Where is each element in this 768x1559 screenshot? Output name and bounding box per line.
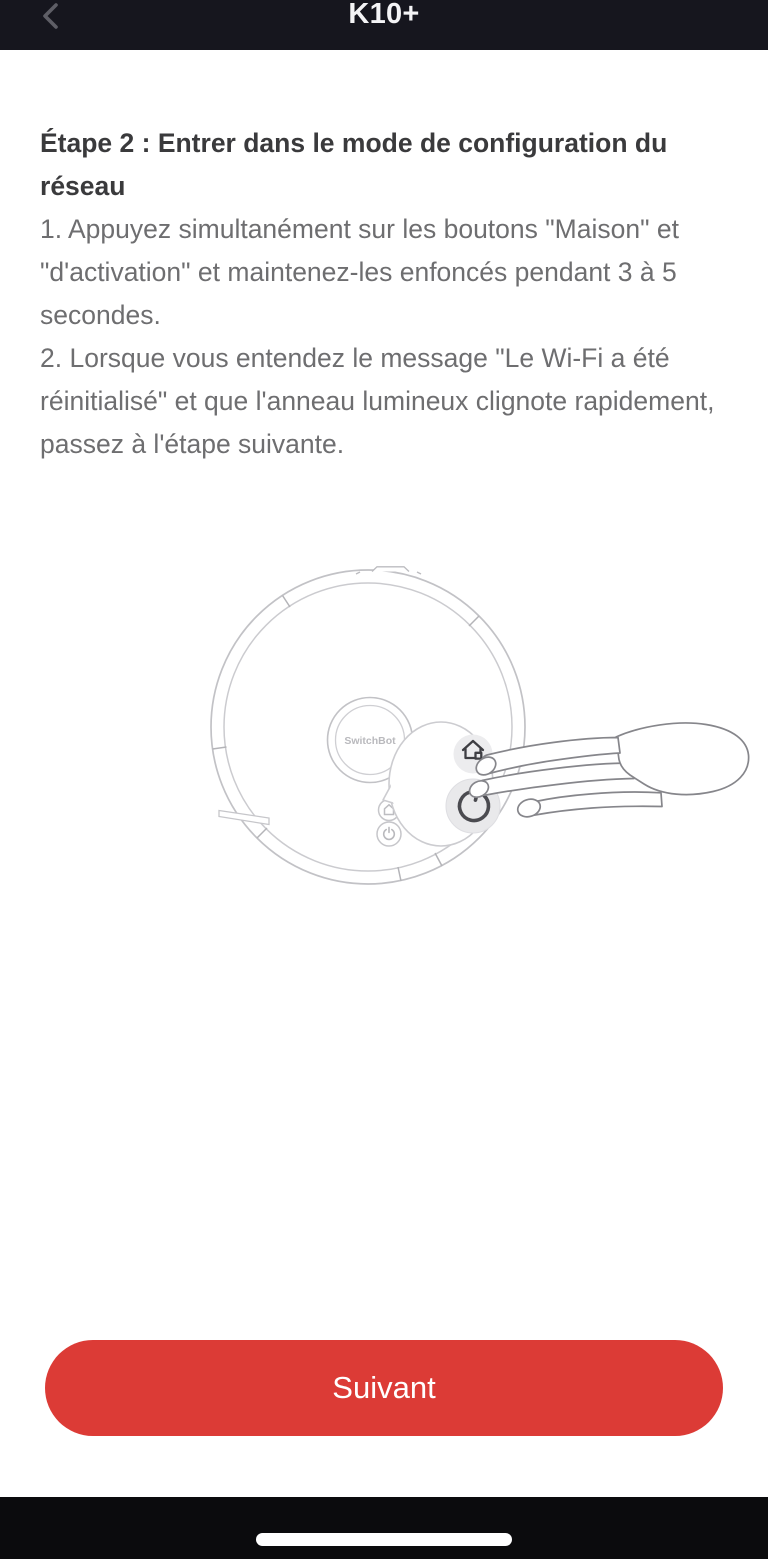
instruction-1: 1. Appuyez simultanément sur les boutons "Maison" et "d'activation" et maintenez-les enfoncés pendant 3 à 5 secondes. [40,214,679,330]
fingertip [515,796,542,819]
robot-body [211,567,525,884]
brand-label: SwitchBot [344,735,396,747]
body-power-button [377,822,401,846]
nav-bar [0,0,768,50]
robot-illustration [85,548,755,913]
bottom-bar [0,1497,768,1559]
instruction-2: 2. Lorsque vous entendez le message "Le Wi-Fi a été réinitialisé" et que l'anneau lumineux clignote rapidement, passez à l'étape suivante. [40,343,715,459]
bumper-tab [372,567,409,572]
page-title: K10+ [348,0,420,30]
step-title: Étape 2 : Entrer dans le mode de configuration du réseau [40,128,668,201]
home-indicator[interactable] [256,1533,512,1546]
robot-illustration-svg [85,548,755,913]
next-button[interactable]: Suivant [45,1340,723,1436]
instructions [40,122,728,466]
